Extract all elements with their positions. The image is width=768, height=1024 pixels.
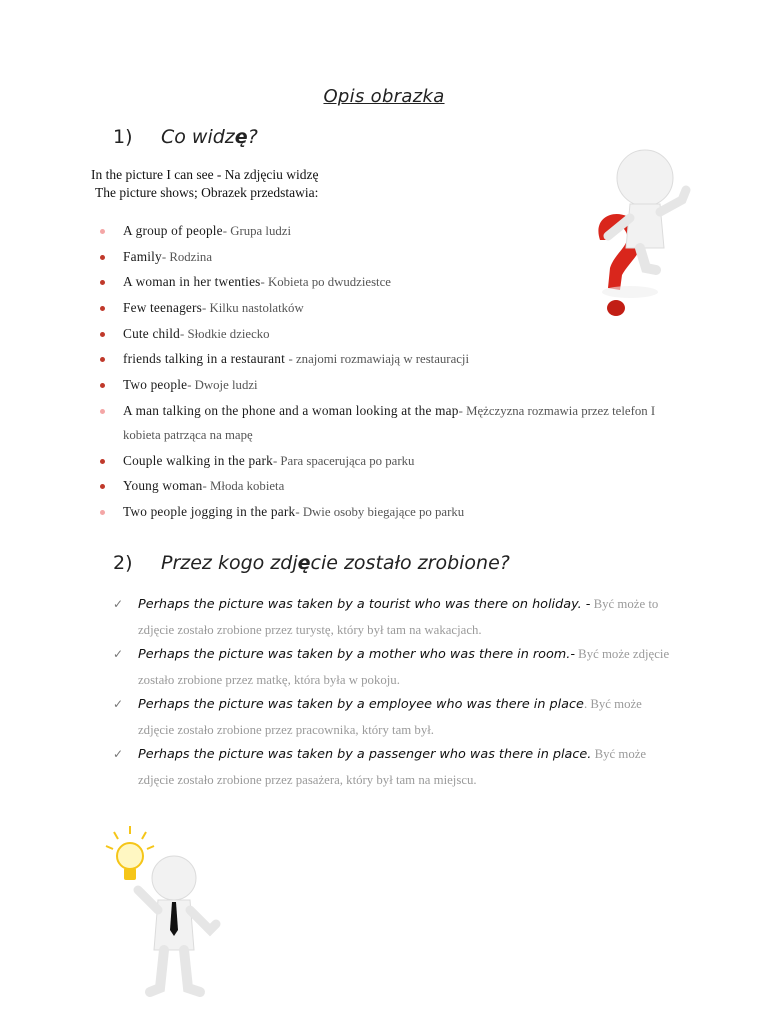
section-heading-text: Przez kogo zdj: [161, 552, 298, 574]
check-mark-icon: ✓: [113, 647, 124, 661]
list-item: [113, 692, 673, 742]
item-polish: Być może to zdjęcie zostało zrobione przez turystę, który był tam na wakacjach.: [138, 597, 659, 637]
question-mark-figure-image: [560, 140, 740, 330]
bullet-dot-icon: [100, 484, 105, 489]
item-english: Cute child: [123, 325, 181, 341]
page-title: Opis obrazka: [323, 86, 445, 107]
list-item: [98, 449, 678, 473]
list-item: [98, 347, 678, 371]
list-item: [98, 474, 678, 498]
item-polish: . Być może zdjęcie zostało zrobione przez pracownika, który tam był.: [138, 697, 642, 737]
section-number: 2): [113, 552, 133, 574]
section-heading-end: ?: [247, 126, 258, 148]
bullet-dot-icon: [100, 229, 105, 234]
bullet-dot-icon: [100, 383, 105, 388]
lightbulb-figure-image: [92, 820, 247, 1002]
bullet-dot-icon: [100, 510, 105, 515]
item-english: Two people: [123, 377, 188, 393]
check-mark-icon: ✓: [113, 597, 124, 611]
section-heading-end: cie zostało zrobione?: [310, 552, 510, 574]
section-heading-letter: ę: [234, 126, 248, 148]
list-item: [113, 642, 673, 692]
bullet-dot-icon: [100, 255, 105, 260]
item-english: A group of people: [123, 223, 223, 238]
item-english: Perhaps the picture was taken by a tourist who was there on holiday. -: [138, 597, 591, 612]
photographer-list: [113, 592, 673, 792]
item-polish: - Kilku nastolatków: [202, 301, 304, 316]
section-number: 1): [113, 126, 133, 148]
item-polish: - Para spacerująca po parku: [272, 453, 415, 468]
item-polish: - Mężczyzna rozmawia przez telefon I kobieta patrząca na mapę: [123, 403, 656, 442]
item-english: Perhaps the picture was taken by a passenger who was there in place.: [138, 747, 592, 762]
bullet-dot-icon: [100, 409, 105, 414]
item-english: Perhaps the picture was taken by a mother who was there in room.-: [138, 647, 575, 662]
section-heading-letter: ę: [297, 552, 311, 574]
list-item: [98, 500, 678, 524]
item-polish: - Grupa ludzi: [222, 224, 292, 238]
item-polish: - Dwie osoby biegające po parku: [295, 504, 465, 519]
section-heading-text: Co widz: [161, 126, 235, 148]
item-polish: - Słodkie dziecko: [180, 326, 270, 341]
check-mark-icon: ✓: [113, 697, 124, 711]
bullet-dot-icon: [100, 306, 105, 311]
item-polish: Być może zdjęcie zostało zrobione przez matkę, która była w pokoju.: [138, 647, 670, 687]
item-english: Family: [123, 248, 162, 264]
item-english: Few teenagers: [123, 300, 203, 316]
item-polish: - znajomi rozmawiają w restauracji: [288, 352, 470, 367]
item-polish: - Kobieta po dwudziestce: [260, 275, 391, 290]
item-english: Young woman: [123, 478, 203, 494]
list-item: [98, 399, 678, 447]
bullet-dot-icon: [100, 280, 105, 285]
item-polish: - Dwoje ludzi: [187, 378, 258, 393]
list-item: [113, 592, 673, 642]
item-english: Couple walking in the park: [123, 452, 273, 468]
intro-line-2: The picture shows; Obrazek przedstawia:: [95, 185, 319, 200]
item-polish: - Młoda kobieta: [202, 479, 285, 494]
bullet-dot-icon: [100, 332, 105, 337]
item-english: A man talking on the phone and a woman looking at the map: [123, 402, 459, 418]
bullet-dot-icon: [100, 357, 105, 362]
item-polish: Być może zdjęcie zostało zrobione przez pasażera, który był tam na miejscu.: [138, 747, 647, 787]
intro-line-1: In the picture I can see - Na zdjęciu widzę: [91, 167, 319, 182]
item-english: Perhaps the picture was taken by a employee who was there in place: [138, 697, 584, 712]
section-heading-2: [113, 552, 510, 574]
item-english: friends talking in a restaurant: [123, 351, 289, 367]
item-english: A woman in her twenties: [123, 274, 261, 290]
check-mark-icon: ✓: [113, 747, 124, 761]
list-item: [113, 742, 673, 792]
item-polish: - Rodzina: [161, 249, 212, 264]
section-heading-1: [113, 126, 258, 148]
item-english: Two people jogging in the park: [123, 503, 296, 519]
bullet-dot-icon: [100, 459, 105, 464]
list-item: [98, 373, 678, 397]
